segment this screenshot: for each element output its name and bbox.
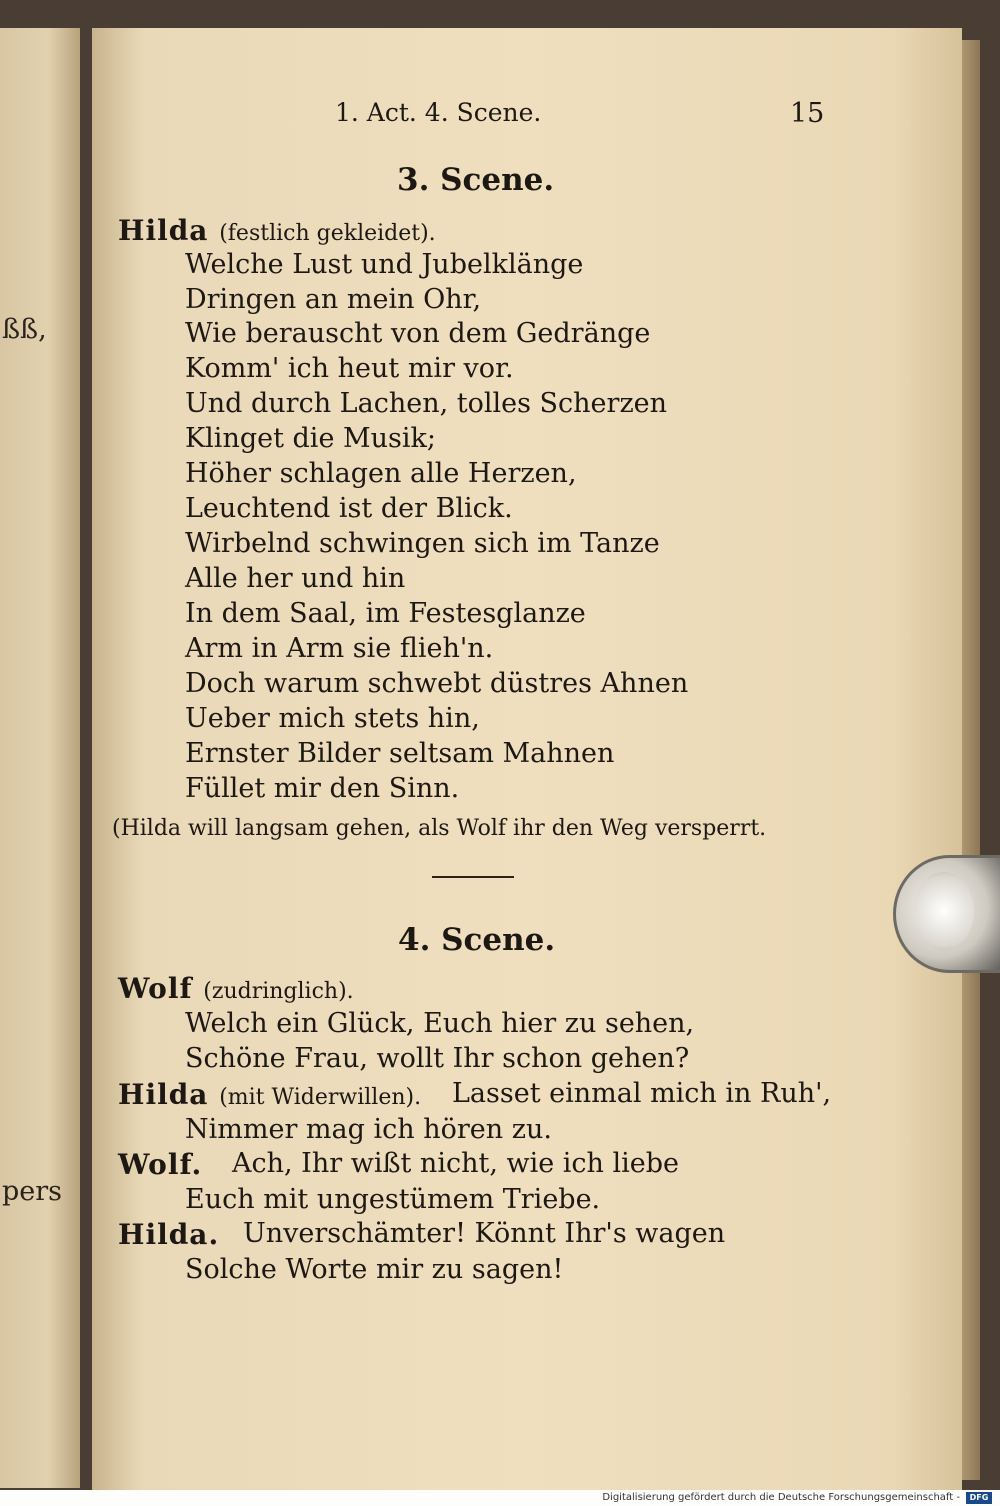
verse-line: Klinget die Musik; <box>185 423 436 454</box>
speaker-line <box>118 214 436 247</box>
verse-line: Wie berauscht von dem Gedränge <box>185 318 651 349</box>
stage-direction: (mit Widerwillen). <box>219 1085 422 1110</box>
verse-line: Euch mit ungestümem Triebe. <box>185 1184 601 1215</box>
speaker-line <box>118 1078 421 1111</box>
verse-line: Welch ein Glück, Euch hier zu sehen, <box>185 1008 695 1039</box>
left-page-fragment: pers <box>2 1176 63 1207</box>
verse-line: Komm' ich heut mir vor. <box>185 353 514 384</box>
verse-line: Solche Worte mir zu sagen! <box>185 1254 564 1285</box>
verse-line: Und durch Lachen, tolles Scherzen <box>185 388 668 419</box>
verse-line: Nimmer mag ich hören zu. <box>185 1114 552 1145</box>
footer-credit: Digitalisierung gefördert durch die Deutsche Forschungsgemeinschaft - <box>602 1492 960 1503</box>
verse-line: Schöne Frau, wollt Ihr schon gehen? <box>185 1043 690 1074</box>
verse-line: Arm in Arm sie flieh'n. <box>185 633 494 664</box>
verse-line: Wirbelnd schwingen sich im Tanze <box>185 528 660 559</box>
verse-line: In dem Saal, im Festesglanze <box>185 598 586 629</box>
verse-line: Ueber mich stets hin, <box>185 703 480 734</box>
scene-4-title: 4. Scene. <box>398 922 556 958</box>
paper-clip-magnifier <box>893 855 1000 973</box>
verse-line: Höher schlagen alle Herzen, <box>185 458 577 489</box>
verse-line: Alle her und hin <box>185 563 406 594</box>
stage-direction: (festlich gekleidet). <box>219 221 436 246</box>
verse-line: Lasset einmal mich in Ruh', <box>452 1078 832 1109</box>
stage-direction: (Hilda will langsam gehen, als Wolf ihr den Weg versperrt. <box>112 816 767 841</box>
section-divider <box>432 876 514 878</box>
page-number: 15 <box>790 98 825 129</box>
speaker-name: Wolf. <box>118 1148 203 1181</box>
verse-line: Füllet mir den Sinn. <box>185 773 460 804</box>
scene-3-title: 3. Scene. <box>397 162 555 198</box>
dfg-logo-icon: DFG <box>966 1492 992 1504</box>
left-page-fragment: ßß, <box>2 314 47 345</box>
speaker-name: Hilda. <box>118 1218 220 1251</box>
left-page-edge <box>0 28 80 1488</box>
verse-line: Dringen an mein Ohr, <box>185 284 482 315</box>
stage-direction: (zudringlich). <box>203 979 354 1004</box>
verse-line: Unverschämter! Könnt Ihr's wagen <box>243 1218 726 1249</box>
verse-line: Ernster Bilder seltsam Mahnen <box>185 738 615 769</box>
verse-line: Leuchtend ist der Blick. <box>185 493 513 524</box>
speaker-name: Wolf <box>118 972 193 1005</box>
speaker-name: Hilda <box>118 214 209 247</box>
running-title: 1. Act. 4. Scene. <box>335 98 542 127</box>
speaker-line <box>118 972 354 1005</box>
verse-line: Ach, Ihr wißt nicht, wie ich liebe <box>232 1148 680 1179</box>
verse-line: Welche Lust und Jubelklänge <box>185 249 584 280</box>
speaker-name: Hilda <box>118 1078 209 1111</box>
verse-line: Doch warum schwebt düstres Ahnen <box>185 668 689 699</box>
